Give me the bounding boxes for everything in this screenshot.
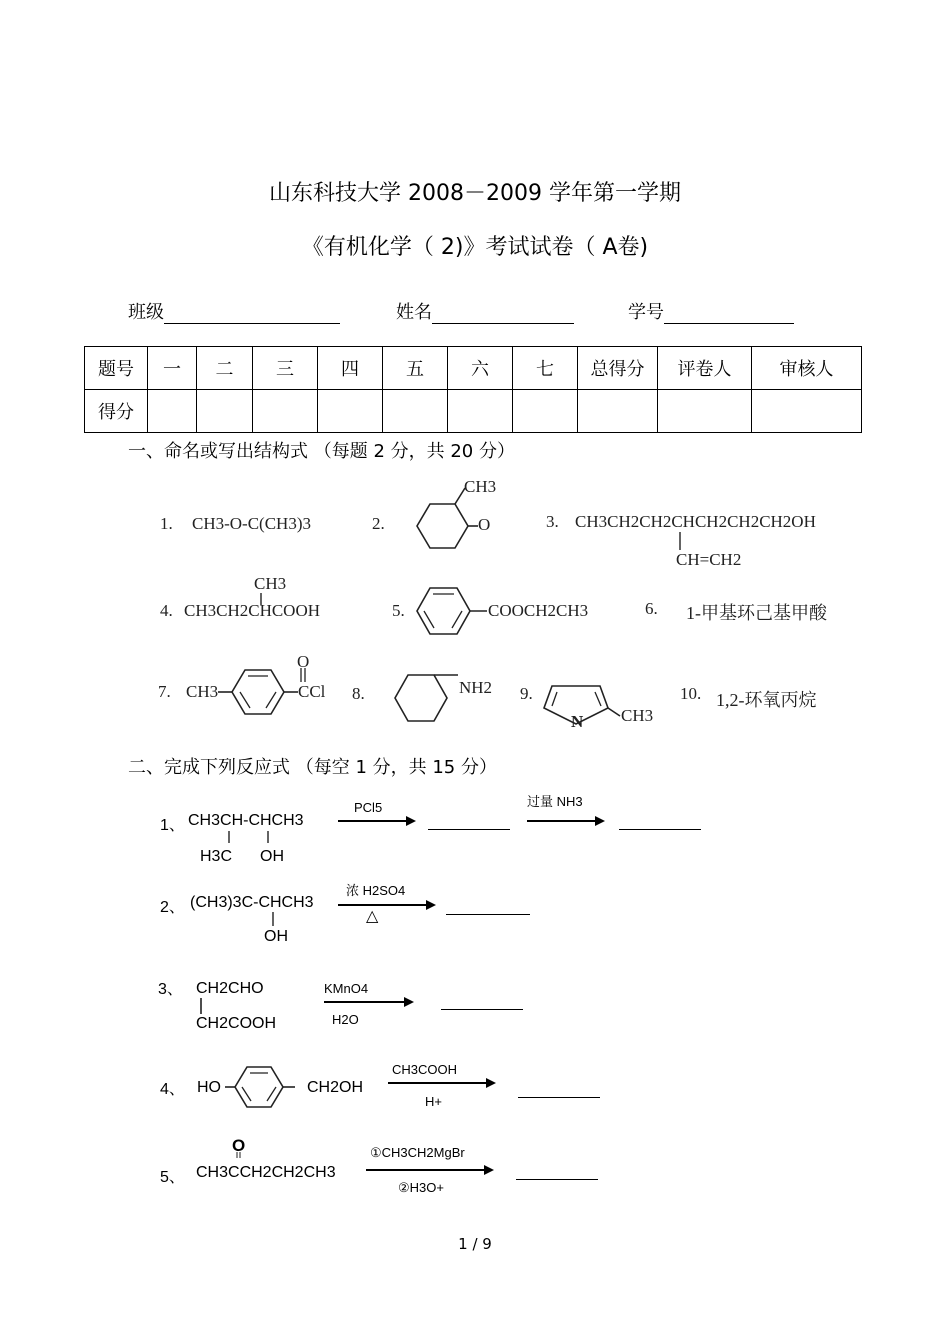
q3-number: 3. — [546, 512, 559, 531]
r3-reagent-bottom: H2O — [332, 1012, 359, 1027]
q9-nitrogen: N — [571, 712, 584, 731]
table-cell: 五 — [383, 347, 448, 390]
section2-heading: 二、完成下列反应式 （每空 1 分，共 15 分） — [128, 757, 497, 778]
q4-number: 4. — [160, 601, 173, 620]
q5-benzene-ring — [405, 580, 495, 640]
r2-hydroxyl: OH — [264, 928, 288, 945]
r5-number: 5、 — [160, 1169, 185, 1186]
q6-name: 1-甲基环己基甲酸 — [686, 603, 827, 623]
class-label: 班级 — [128, 302, 164, 323]
r3-number: 3、 — [158, 981, 183, 998]
r1-methyl: H3C — [200, 848, 233, 865]
r1-arrow-2 — [527, 815, 607, 827]
score-cell — [148, 390, 197, 433]
r5-substrate: CH3CCH2CH2CH3 — [196, 1164, 336, 1181]
q10-number: 10. — [680, 684, 702, 703]
r1-hydroxyl: OH — [260, 848, 284, 865]
exam-title-line2: 《有机化学（ 2)》考试试卷（ A卷) — [301, 235, 649, 260]
table-cell: 六 — [448, 347, 513, 390]
q2-oxygen: O — [478, 515, 491, 534]
r5-carbonyl-oxygen: O — [232, 1136, 246, 1155]
q7-acyl-chloride: CCl — [298, 682, 326, 701]
table-cell: 总得分 — [578, 347, 658, 390]
table-cell: 审核人 — [752, 347, 862, 390]
score-cell — [253, 390, 318, 433]
id-blank — [664, 305, 794, 324]
table-cell: 二 — [197, 347, 253, 390]
class-field — [128, 298, 340, 324]
score-cell — [448, 390, 513, 433]
q3-vinyl-branch: CH=CH2 — [676, 550, 742, 569]
section1-heading: 一、命名或写出结构式 （每题 2 分，共 20 分） — [128, 441, 515, 462]
r1-substrate: CH3CH-CHCH3 — [188, 812, 304, 829]
r3-top-group: CH2CHO — [196, 980, 264, 997]
r4-answer-blank[interactable] — [518, 1097, 600, 1098]
r1-reagent-2: 过量 NH3 — [527, 794, 583, 809]
r4-reagent-top: CH3COOH — [392, 1062, 458, 1077]
r4-hydroxymethyl: CH2OH — [307, 1079, 364, 1096]
table-cell: 七 — [513, 347, 578, 390]
score-cell — [513, 390, 578, 433]
q10-name: 1,2-环氧丙烷 — [716, 690, 817, 710]
name-field — [396, 298, 574, 324]
r3-answer-blank[interactable] — [441, 1009, 523, 1010]
q4-methyl: CH3 — [254, 574, 287, 593]
r4-arrow — [388, 1077, 498, 1089]
r4-number: 4、 — [160, 1081, 185, 1098]
class-blank — [164, 305, 340, 324]
id-field — [628, 298, 794, 324]
q8-number: 8. — [352, 684, 365, 703]
q8-amino-group: NH2 — [459, 678, 493, 697]
r4-reagent-bottom: H+ — [425, 1094, 442, 1109]
score-cell — [578, 390, 658, 433]
score-cell — [752, 390, 862, 433]
q9-number: 9. — [520, 684, 533, 703]
table-cell: 题号 — [85, 347, 148, 390]
q2-number: 2. — [372, 514, 385, 533]
r3-reagent-top: KMnO4 — [324, 981, 369, 996]
table-cell: 评卷人 — [658, 347, 752, 390]
r1-answer-blank-1[interactable] — [428, 829, 510, 830]
r5-arrow — [366, 1164, 496, 1176]
r1-substituent-bonds — [226, 831, 286, 847]
table-cell: 三 — [253, 347, 318, 390]
r4-phenol-hydroxyl: HO — [197, 1079, 221, 1096]
name-label: 姓名 — [396, 302, 432, 323]
r1-number: 1、 — [160, 817, 185, 834]
q9-methyl: CH3 — [621, 706, 654, 725]
r1-answer-blank-2[interactable] — [619, 829, 701, 830]
r1-arrow-1 — [338, 815, 418, 827]
q5-ester-group: COOCH2CH3 — [488, 601, 589, 620]
r2-hydroxyl-bond — [272, 912, 276, 928]
table-cell: 四 — [318, 347, 383, 390]
q5-number: 5. — [392, 601, 405, 620]
score-cell — [383, 390, 448, 433]
q4-main-chain: CH3CH2CHCOOH — [184, 601, 321, 620]
r2-number: 2、 — [160, 899, 185, 916]
q6-number: 6. — [645, 599, 658, 618]
q7-methyl: CH3 — [186, 682, 219, 701]
table-cell: 得分 — [85, 390, 148, 433]
r3-bottom-group: CH2COOH — [196, 1015, 277, 1032]
q1-formula: CH3-O-C(CH3)3 — [192, 514, 311, 533]
r3-ethylene-bond — [200, 998, 204, 1016]
r2-reagent: 浓 H2SO4 — [346, 883, 406, 898]
q2-methyl: CH3 — [464, 477, 497, 496]
page-number: 1 / 9 — [458, 1235, 492, 1253]
r2-heat-symbol: △ — [366, 908, 379, 925]
r3-arrow — [324, 996, 414, 1008]
q3-main-chain: CH3CH2CH2CHCH2CH2CH2OH — [575, 512, 816, 531]
r5-carbonyl-bond — [235, 1152, 243, 1160]
r4-benzene-ring — [225, 1063, 315, 1113]
id-label: 学号 — [628, 302, 664, 323]
r5-answer-blank[interactable] — [516, 1179, 598, 1180]
r5-reagent-bottom: ②H3O+ — [398, 1180, 444, 1195]
q7-carbonyl-oxygen: O — [297, 652, 310, 671]
q3-branch-bond — [679, 532, 683, 552]
exam-title-line1: 山东科技大学 2008－2009 学年第一学期 — [269, 181, 681, 206]
score-table — [84, 346, 862, 433]
q7-number: 7. — [158, 682, 171, 701]
score-cell — [197, 390, 253, 433]
score-cell — [658, 390, 752, 433]
r2-arrow — [338, 899, 438, 911]
r2-substrate: (CH3)3C-CHCH3 — [190, 894, 314, 911]
table-cell: 一 — [148, 347, 197, 390]
r5-reagent-top: ①CH3CH2MgBr — [370, 1145, 465, 1160]
score-cell — [318, 390, 383, 433]
r2-answer-blank[interactable] — [446, 914, 530, 915]
name-blank — [432, 305, 574, 324]
r1-reagent-1: PCl5 — [354, 800, 383, 815]
score-table-score-row — [85, 390, 862, 433]
score-table-header-row — [85, 347, 862, 390]
q1-number: 1. — [160, 514, 173, 533]
